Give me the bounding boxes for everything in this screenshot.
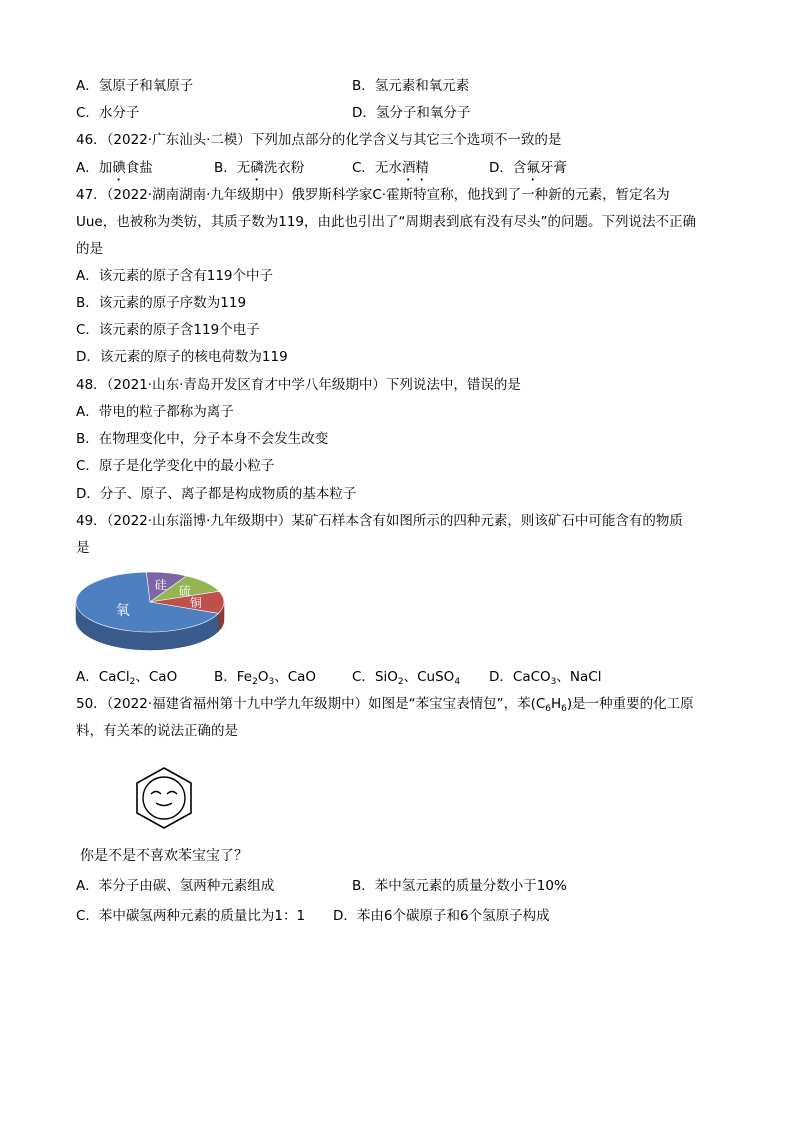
element-pie-chart [74,566,234,660]
pie-label-铜: 铜 [189,596,202,611]
q50-stem-line2: 料，有关苯的说法正确的是 [76,723,238,739]
q45-option-a: A．氢原子和氧原子 [76,78,194,94]
q49-option-c: C．SiO$_2$、CuSO$_4$ [352,669,461,687]
q45-option-c: C．水分子 [76,105,140,121]
q46-option-a: A．加碘食盐 [76,160,153,176]
q50-option-d: D．苯由6个碳原子和6个氢原子构成 [333,908,550,924]
q47-option-a: A．该元素的原子含有119个中子 [76,268,274,284]
q49-option-b: B．$Fe_2O_3$、CaO [214,669,317,687]
q48-option-a: A．带电的粒子都称为离子 [76,404,234,420]
left-closed-eye [151,792,161,795]
q50-stem-line1: 50．（2022·福建省福州第十九中学九年级期中）如图是“苯宝宝表情包”，苯$(C_6H_6)$是一种重要的化工原 [76,696,694,714]
q46-option-b: B．无磷洗衣粉 [214,160,305,176]
benzene-ring [143,777,185,819]
q49-stem-line2: 是 [76,540,90,556]
emoji-caption: 你是不是不喜欢苯宝宝了？ [80,848,248,864]
benzene-emoji-image [134,766,194,830]
q47-stem-line3: 的是 [76,241,103,257]
q50-option-c: C．苯中碳氢两种元素的质量比为1：1 [76,908,306,924]
q49-option-d: D．CaCO$_3$、NaCl [489,669,602,687]
q50-option-a: A．苯分子由碳、氢两种元素组成 [76,878,275,894]
q47-option-c: C．该元素的原子含119个电子 [76,322,260,338]
q48-option-b: B．在物理变化中，分子本身不会发生改变 [76,431,329,447]
pie-label-氧: 氧 [115,602,130,619]
right-closed-eye [167,792,177,795]
q48-stem: 48．（2021·山东·青岛开发区育才中学八年级期中）下列说法中，错误的是 [76,377,521,393]
q47-option-b: B．该元素的原子序数为119 [76,295,247,311]
q50-option-b: B．苯中氢元素的质量分数小于10% [352,878,567,894]
pie-label-硅: 硅 [154,577,167,592]
q47-option-d: D．该元素的原子的核电荷数为119 [76,349,288,365]
q46-option-c: C．无水酒精 [352,160,429,176]
q49-stem-line1: 49．（2022·山东淄博·九年级期中）某矿石样本含有如图所示的四种元素，则该矿石中可能含有的物质 [76,513,683,529]
q48-option-d: D．分子、原子、离子都是构成物质的基本粒子 [76,486,357,502]
q45-option-b: B．氢元素和氧元素 [352,78,470,94]
q47-stem-line1: 47．（2022·湖南湖南·九年级期中）俄罗斯科学家C·霍斯特宣称，他找到了一种新的元素，暂定名为 [76,187,670,203]
q46-option-d: D．含氟牙膏 [489,160,567,176]
pie-label-硫: 硫 [178,583,191,598]
q48-option-c: C．原子是化学变化中的最小粒子 [76,458,275,474]
smile-mouth [156,803,172,806]
q47-stem-line2: Uue，也被称为类钫，其质子数为119，由此也引出了“周期表到底有没有尽头”的问题。下列说法不正确 [76,214,696,230]
q46-stem: 46．（2022·广东汕头·二模）下列加点部分的化学含义与其它三个选项不一致的是 [76,132,562,148]
q45-option-d: D．氢分子和氧分子 [352,105,471,121]
q49-option-a: A．CaCl$_2$、CaO [76,669,178,687]
